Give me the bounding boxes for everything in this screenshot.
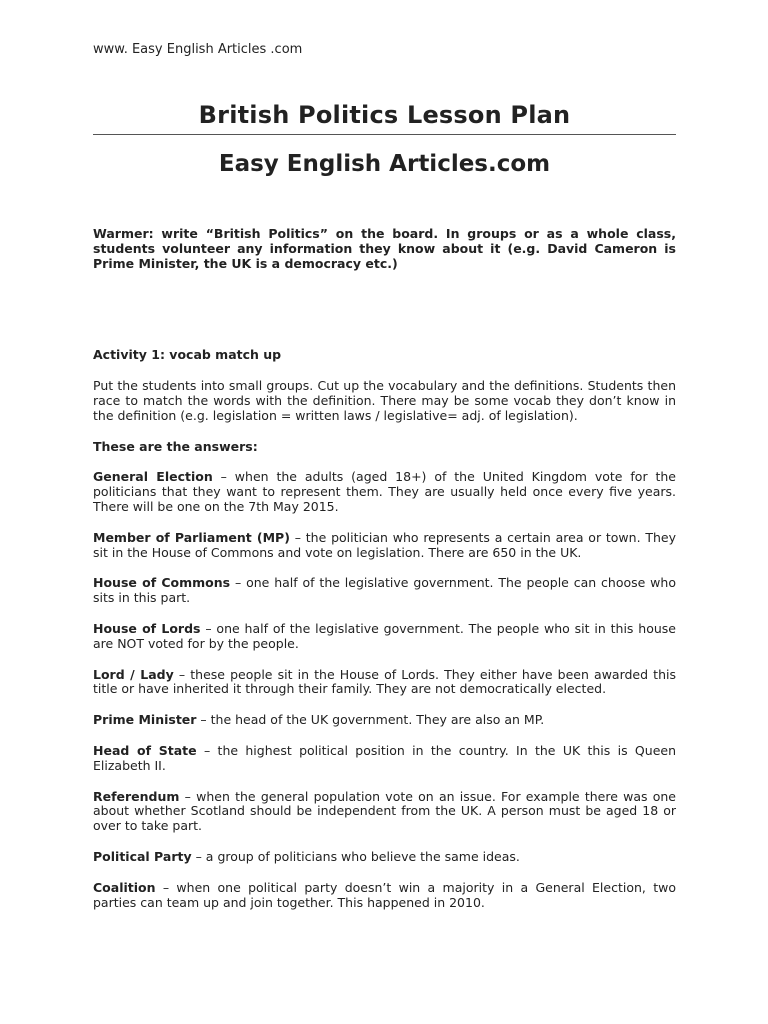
answer-item — [93, 576, 676, 606]
answer-definition: – the politician who represents a certain area or town. They sit in the House of Commons and vote on legislation. There are 650 in the UK. — [93, 529, 676, 560]
page-title: British Politics Lesson Plan — [198, 101, 571, 129]
answer-item — [93, 790, 676, 834]
answer-term: Prime Minister — [93, 712, 197, 728]
answers-heading: These are the answers: — [93, 438, 258, 454]
answer-definition: – when the general population vote on an issue. For example there was one about whether Scotland should be independent from the UK. A person must be aged 18 or over to take part. — [93, 788, 676, 834]
answer-definition: – one half of the legislative government. The people can choose who sits in this part. — [93, 575, 676, 606]
answer-definition: – when the adults (aged 18+) of the United Kingdom vote for the politicians that they want to represent them. They are usually held once every five years. There will be one on the 7th May 2015. — [93, 469, 676, 514]
answer-term: Political Party — [93, 848, 192, 864]
answer-term: Coalition — [93, 879, 156, 895]
title-divider — [93, 134, 676, 135]
answer-item — [93, 668, 676, 698]
answer-definition: – a group of politicians who believe the same ideas. — [191, 848, 520, 864]
activity-1-instructions: Put the students into small groups. Cut up the vocabulary and the definitions. Students then race to match the words with the definition. There may be some vocab they don’t know in the definition (e.g. legislation = written laws / legislative= adj. of legislation). — [93, 378, 676, 423]
warmer-paragraph: Warmer: write “British Politics” on the board. In groups or as a whole class, students volunteer any information they know about it (e.g. David Cameron is Prime Minister, the UK is a democracy etc.) — [93, 226, 676, 271]
answer-item — [93, 850, 676, 865]
activity-1-heading: Activity 1: vocab match up — [93, 347, 282, 363]
answer-item — [93, 744, 676, 774]
answer-definition: – when one political party doesn’t win a majority in a General Election, two parties can team up and join together. This happened in 2010. — [93, 879, 676, 910]
answer-term: Lord / Lady — [93, 666, 174, 682]
answer-term: Member of Parliament (MP) — [93, 529, 290, 545]
answer-term: House of Commons — [93, 575, 231, 591]
document-body — [93, 227, 676, 910]
header-url: www. Easy English Articles .com — [93, 42, 303, 57]
answer-item — [93, 713, 676, 728]
page-subtitle: Easy English Articles.com — [218, 151, 551, 177]
answer-item — [93, 881, 676, 911]
answer-term: General Election — [93, 469, 213, 485]
answer-term: Referendum — [93, 788, 180, 804]
answer-definition: – the head of the UK government. They are also an MP. — [196, 712, 545, 728]
answer-definition: – these people sit in the House of Lords. They either have been awarded this title or have inherited it through their family. They are not democratically elected. — [93, 666, 676, 697]
answer-item — [93, 622, 676, 652]
answer-definition: – one half of the legislative government. The people who sit in this house are NOT voted for by the people. — [93, 620, 676, 651]
answer-term: House of Lords — [93, 620, 201, 636]
answer-item — [93, 531, 676, 561]
answer-definition: – the highest political position in the country. In the UK this is Queen Elizabeth II. — [93, 742, 677, 773]
answer-term: Head of State — [93, 742, 197, 758]
answer-item — [93, 470, 676, 514]
